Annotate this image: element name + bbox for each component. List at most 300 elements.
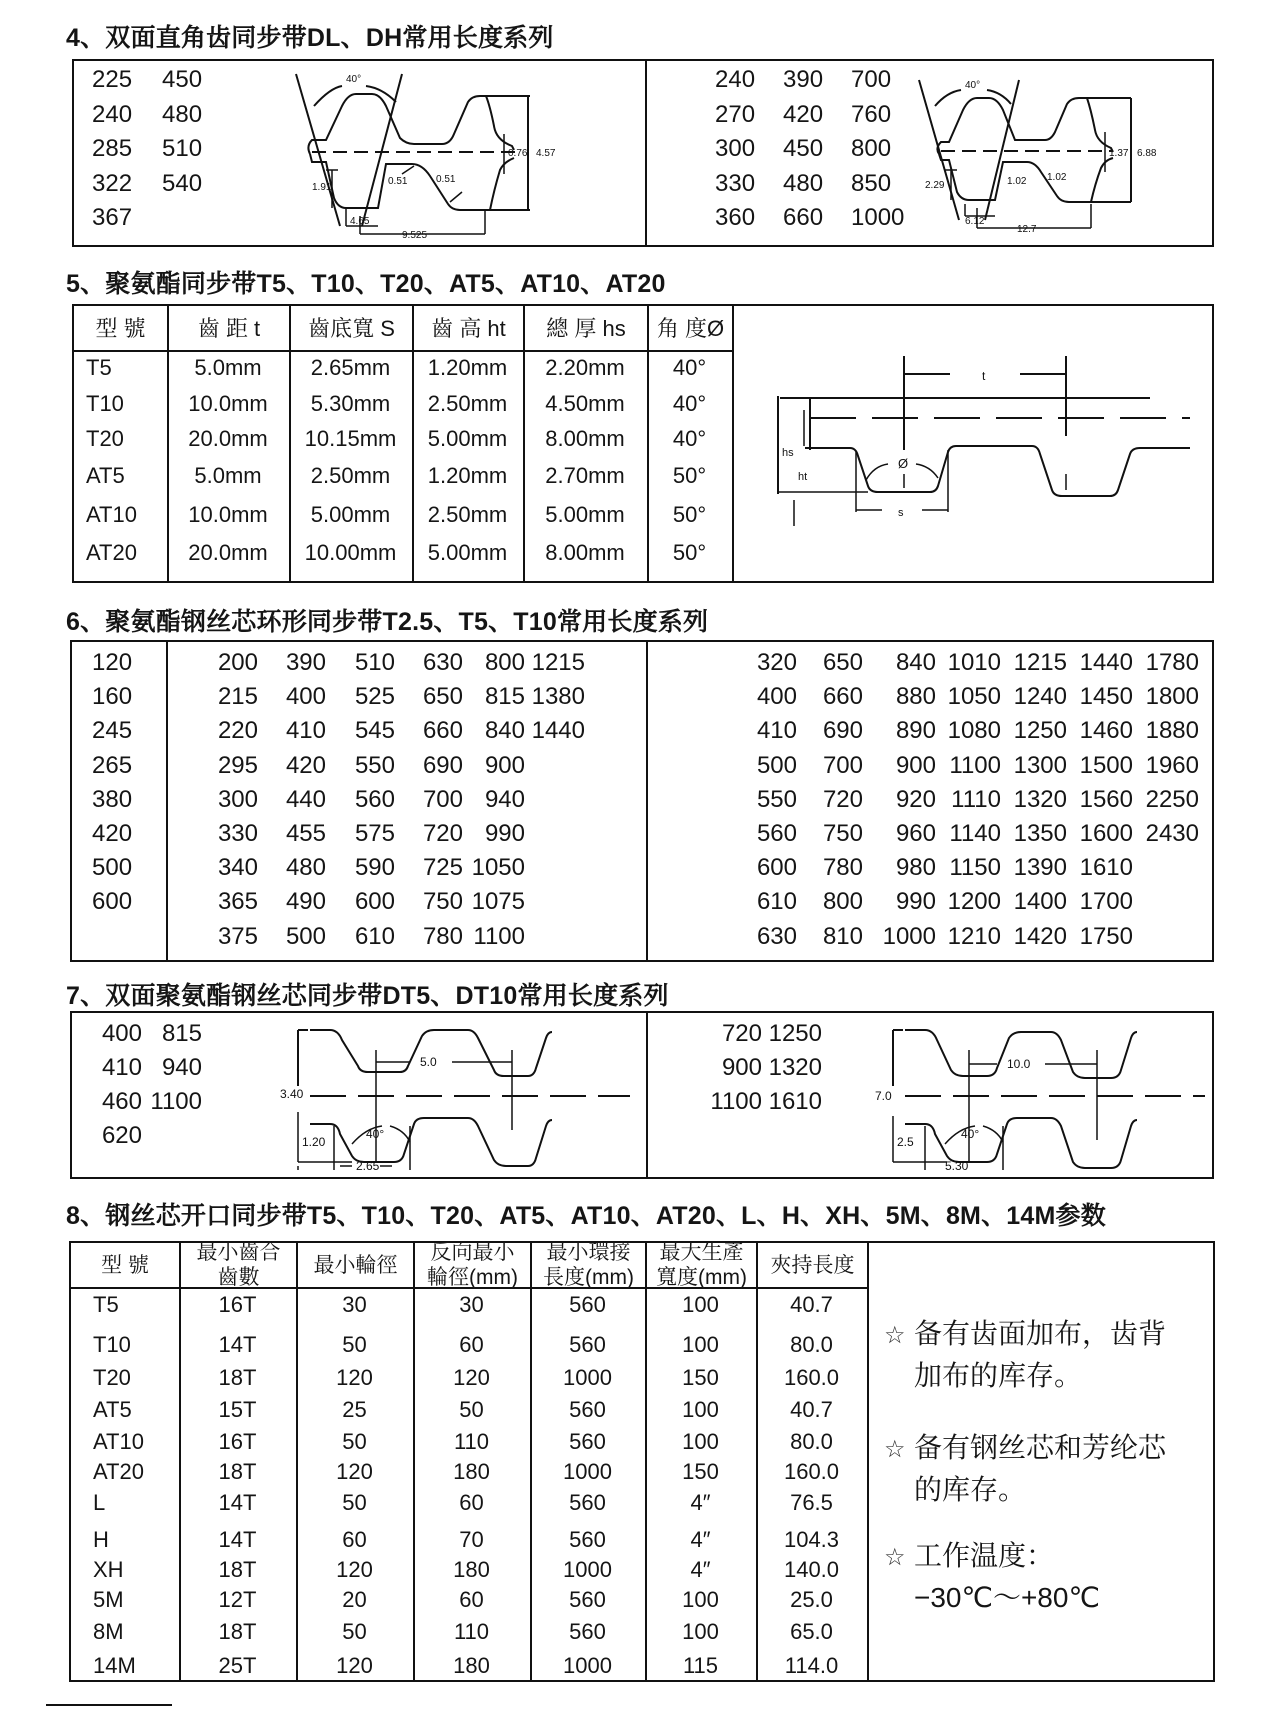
spec-cell: 1.20mm (427, 355, 508, 380)
dh-dim-1: 2.29 (925, 180, 945, 191)
model-cell: H (93, 1527, 109, 1552)
param-cell: 180 (453, 1459, 490, 1484)
spec-cell: 50° (672, 502, 707, 527)
length-value: 340 (217, 854, 258, 882)
param-cell: 560 (569, 1490, 606, 1515)
model-cell: AT10 (93, 1429, 144, 1454)
header-line: 夾持長度 (770, 1253, 855, 1277)
length-value: 1100 (710, 1088, 762, 1115)
length-value: 660 (822, 683, 863, 711)
length-value: 500 (285, 922, 326, 950)
length-value: 650 (422, 683, 463, 711)
section-6-title: 6、聚氨酯钢丝芯环形同步带T2.5、T5、T10常用长度系列 (66, 608, 709, 636)
length-value: 610 (756, 888, 797, 916)
length-value: 1460 (1079, 717, 1133, 745)
model-cell: T20 (93, 1365, 131, 1390)
param-cell: 560 (569, 1587, 606, 1612)
length-value: 390 (285, 649, 326, 676)
dt5-tooth-label: 1.20 (302, 1135, 326, 1149)
dh-tooth-profile-diagram (915, 76, 1195, 236)
dh-angle-label: 40° (965, 80, 981, 91)
dh-dim-2: 1.02 (1007, 176, 1027, 187)
length-value: 1390 (1013, 854, 1067, 882)
spec-cell: 5.0mm (194, 463, 262, 488)
length-value: 322 (92, 169, 133, 197)
length-value: 890 (895, 717, 936, 745)
section-4-title: 4、双面直角齿同步带DL、DH常用长度系列 (66, 24, 554, 52)
length-value: 900 (895, 751, 936, 779)
length-value: 800 (484, 649, 525, 676)
spec-cell: 4.50mm (545, 391, 625, 416)
length-value: 810 (822, 922, 863, 950)
param-cell: 100 (682, 1332, 719, 1357)
param-cell: 15T (218, 1397, 257, 1422)
length-value: 760 (851, 100, 892, 128)
param-cell: 60 (459, 1587, 484, 1612)
param-cell: 4″ (690, 1490, 711, 1515)
note-line: 工作温度： (914, 1540, 1055, 1571)
model-cell: T5 (86, 355, 112, 380)
param-cell: 65.0 (790, 1619, 833, 1644)
param-cell: 76.5 (790, 1490, 833, 1515)
header-line: 最小環接 (546, 1241, 631, 1264)
length-value: 1215 (531, 649, 585, 676)
param-cell: 180 (453, 1653, 490, 1678)
star-icon: ☆ (884, 1322, 906, 1349)
t-series-grid-right (730, 649, 1199, 957)
param-cell: 4″ (690, 1557, 711, 1582)
spec-cell: 5.0mm (194, 355, 262, 380)
t-hs-label: hs (782, 447, 794, 459)
spec-cell: 2.50mm (310, 463, 391, 488)
length-value: 1075 (471, 888, 525, 916)
length-value: 780 (822, 854, 863, 882)
length-value: 1300 (1013, 751, 1067, 779)
spec-cell: 20.0mm (188, 426, 268, 451)
length-value: 545 (354, 717, 395, 745)
param-cell: 140.0 (783, 1557, 840, 1582)
length-value: 510 (354, 649, 395, 676)
t-width-label: s (898, 507, 904, 519)
table-header-cell: 角 度Ø (656, 315, 725, 341)
param-cell: 18T (218, 1459, 257, 1484)
length-value: 660 (783, 204, 824, 231)
length-value: 1320 (1013, 785, 1067, 813)
param-cell: 25T (218, 1653, 257, 1678)
header-line: 最小輪徑 (313, 1253, 398, 1277)
dt5-width-label: 2.65 (356, 1159, 380, 1170)
table-header-cell: 齒 高 ht (431, 315, 506, 341)
model-cell: L (93, 1490, 106, 1515)
param-cell: 16T (218, 1429, 257, 1454)
length-value: 1000 (882, 922, 936, 950)
length-value: 840 (484, 717, 525, 745)
length-value: 630 (422, 649, 463, 676)
length-value: 225 (92, 66, 133, 93)
length-value: 330 (715, 169, 756, 197)
length-value: 420 (92, 819, 133, 847)
length-value: 460 (101, 1088, 142, 1115)
length-value: 490 (285, 888, 326, 916)
param-cell: 150 (682, 1459, 719, 1484)
length-value: 900 (721, 1054, 762, 1081)
t-ht-label: ht (798, 471, 808, 483)
spec-cell: 5.00mm (427, 426, 508, 451)
param-cell: 120 (336, 1557, 373, 1582)
length-value: 590 (354, 854, 395, 882)
dl-angle-label: 40° (346, 74, 362, 85)
model-cell: 14M (93, 1653, 136, 1678)
length-value: 2430 (1145, 819, 1199, 847)
dt10-total-label: 7.0 (875, 1089, 892, 1103)
stock-note (884, 1536, 1204, 1618)
length-value: 1240 (1013, 683, 1067, 711)
param-cell: 60 (342, 1527, 367, 1552)
param-cell: 50 (459, 1397, 484, 1422)
param-cell: 180 (453, 1557, 490, 1582)
model-cell: AT20 (93, 1459, 144, 1484)
param-cell: 14T (218, 1490, 257, 1515)
spec-cell: 2.50mm (427, 391, 508, 416)
length-value: 600 (92, 888, 133, 916)
dl-belt-outline (308, 94, 530, 154)
length-value: 240 (92, 100, 133, 128)
length-value: 480 (285, 854, 326, 882)
length-value: 410 (285, 717, 326, 745)
param-cell: 560 (569, 1527, 606, 1552)
footer-rule (46, 1704, 172, 1706)
length-value: 1800 (1145, 683, 1199, 711)
dl-dim-3: 0.51 (436, 174, 456, 185)
length-value: 375 (217, 922, 258, 950)
t-profile-diagram (770, 350, 1190, 540)
length-value: 720 (822, 785, 863, 813)
dl-tooth-profile-diagram (290, 66, 610, 241)
length-value: 400 (756, 683, 797, 711)
param-cell: 100 (682, 1619, 719, 1644)
spec-cell: 40° (672, 391, 707, 416)
length-value: 420 (783, 100, 824, 128)
dt10-tooth-label: 2.5 (897, 1135, 914, 1149)
header-line: 反向最小 (430, 1241, 515, 1264)
param-cell: 1000 (563, 1365, 612, 1390)
length-value: 450 (162, 66, 203, 93)
spec-cell: 40° (672, 355, 707, 380)
header-line: 最小齒合 (196, 1241, 281, 1264)
length-value: 300 (715, 135, 756, 162)
param-cell: 560 (569, 1429, 606, 1454)
length-value: 940 (161, 1054, 202, 1081)
length-value: 550 (354, 751, 395, 779)
param-cell: 120 (453, 1365, 490, 1390)
header-line: 最大生產 (659, 1241, 744, 1264)
model-cell: 8M (93, 1619, 124, 1644)
dt10-profile-diagram (875, 1020, 1205, 1170)
param-cell: 160.0 (783, 1365, 840, 1390)
length-value: 540 (162, 169, 203, 197)
length-value: 1110 (951, 785, 1001, 813)
table-column-divider (867, 1241, 869, 1682)
param-cell: 104.3 (783, 1527, 840, 1552)
length-value: 610 (354, 922, 395, 950)
param-cell: 18T (218, 1557, 257, 1582)
length-value: 360 (715, 204, 756, 231)
param-cell: 114.0 (784, 1653, 839, 1678)
length-value: 400 (285, 683, 326, 711)
spec-cell: 10.0mm (188, 391, 268, 416)
length-value: 900 (484, 751, 525, 779)
length-value: 500 (92, 854, 133, 882)
note-line: −30℃～+80℃ (914, 1582, 1100, 1613)
param-cell: 100 (682, 1429, 719, 1454)
table-header-cell: 總 厚 hs (546, 315, 626, 341)
length-value: 1420 (1013, 922, 1067, 950)
param-cell: 16T (218, 1292, 257, 1317)
model-cell: T5 (93, 1292, 119, 1317)
length-value (162, 204, 232, 239)
length-value: 990 (484, 819, 525, 847)
length-value: 525 (354, 683, 395, 711)
length-value: 850 (851, 169, 892, 197)
length-value: 750 (422, 888, 463, 916)
spec-cell: 5.00mm (545, 502, 625, 527)
param-cell: 50 (342, 1332, 367, 1357)
table-header-cell: 型 號 (95, 315, 146, 341)
section-6-divider-2 (646, 640, 648, 962)
param-cell: 25.0 (790, 1587, 833, 1612)
param-cell: 30 (459, 1292, 484, 1317)
param-cell: 40.7 (790, 1292, 833, 1317)
param-cell: 1000 (563, 1557, 612, 1582)
length-value: 1100 (949, 751, 1001, 779)
param-cell: 60 (459, 1332, 484, 1357)
spec-cell: 8.00mm (545, 540, 625, 565)
section-6-divider-1 (166, 640, 168, 962)
param-cell: 20 (342, 1587, 367, 1612)
spec-cell: 10.0mm (188, 502, 268, 527)
dt5-pitch-label: 5.0 (420, 1055, 437, 1069)
spec-cell: 5.00mm (427, 540, 508, 565)
length-value: 550 (756, 785, 797, 813)
param-cell: 100 (682, 1292, 719, 1317)
length-value: 1600 (1079, 819, 1133, 847)
param-cell: 14T (218, 1332, 257, 1357)
length-value: 240 (715, 66, 756, 93)
length-value: 1010 (947, 649, 1001, 676)
length-value: 1215 (1013, 649, 1067, 676)
length-value: 1380 (531, 683, 585, 711)
length-value: 295 (217, 751, 258, 779)
length-value: 840 (895, 649, 936, 676)
length-value: 1250 (768, 1020, 822, 1047)
length-value: 365 (217, 888, 258, 916)
param-cell: 70 (459, 1527, 484, 1552)
length-value: 215 (217, 683, 258, 711)
spec-cell: 5.00mm (310, 502, 391, 527)
length-value: 940 (484, 785, 525, 813)
param-cell: 25 (342, 1397, 367, 1422)
length-value: 1050 (471, 854, 525, 882)
length-value: 1320 (768, 1054, 822, 1081)
table-header-cell (181, 1243, 296, 1287)
spec-cell: 20.0mm (188, 540, 268, 565)
t-series-grid-left (188, 649, 585, 957)
length-value: 1210 (947, 922, 1001, 950)
model-cell: T10 (86, 391, 124, 416)
dh-dim-6: 6.12 (965, 216, 985, 227)
table-header-cell (298, 1243, 413, 1287)
length-value: 880 (895, 683, 936, 711)
t-pitch-label: t (982, 369, 986, 383)
length-value: 390 (783, 66, 824, 93)
length-value: 320 (756, 649, 797, 676)
length-value: 300 (217, 785, 258, 813)
length-value: 700 (822, 751, 863, 779)
model-cell: T10 (93, 1332, 131, 1357)
model-cell: T20 (86, 426, 124, 451)
length-value: 600 (756, 854, 797, 882)
length-value: 1560 (1079, 785, 1133, 813)
length-value: 720 (422, 819, 463, 847)
table-header-cell: 齒底寬 S (308, 315, 395, 341)
length-value: 1880 (1145, 717, 1199, 745)
model-cell: 5M (93, 1587, 124, 1612)
length-value: 367 (92, 204, 133, 231)
length-value: 1000 (851, 204, 905, 231)
spec-cell: 2.20mm (545, 355, 625, 380)
dt10-angle-label: 40° (961, 1127, 980, 1141)
table-header-cell (758, 1243, 867, 1287)
length-value: 630 (756, 922, 797, 950)
length-value: 700 (851, 66, 892, 93)
param-cell: 18T (218, 1365, 257, 1390)
spec-cell: 8.00mm (545, 426, 625, 451)
dt5-angle-label: 40° (366, 1127, 385, 1141)
length-value: 160 (92, 683, 133, 711)
header-line: 型 號 (101, 1253, 149, 1277)
section-4-divider (645, 59, 647, 247)
length-value: 1450 (1079, 683, 1133, 711)
spec-cell: 2.65mm (310, 355, 391, 380)
length-value: 560 (354, 785, 395, 813)
dh-dim-7: 12.7 (1017, 224, 1037, 235)
dl-dim-6: 4.65 (350, 216, 370, 227)
model-cell: AT5 (86, 463, 125, 488)
spec-cell: 1.20mm (427, 463, 508, 488)
star-icon: ☆ (884, 1544, 906, 1571)
length-value: 400 (101, 1020, 142, 1047)
spec-cell: 2.70mm (545, 463, 625, 488)
length-value: 700 (422, 785, 463, 813)
length-value: 1400 (1013, 888, 1067, 916)
spec-cell: 40° (672, 426, 707, 451)
dh-length-list (715, 66, 921, 239)
header-line: 寬度(mm) (656, 1266, 747, 1289)
length-value: 650 (822, 649, 863, 676)
header-line: 輪徑(mm) (427, 1266, 518, 1289)
param-cell: 12T (218, 1587, 257, 1612)
param-cell: 30 (342, 1292, 367, 1317)
param-cell: 80.0 (790, 1332, 833, 1357)
length-value: 750 (822, 819, 863, 847)
length-value: 1610 (1079, 854, 1133, 882)
table-header-cell (647, 1243, 756, 1287)
length-value: 990 (895, 888, 936, 916)
length-value: 815 (484, 683, 525, 711)
length-value: 2250 (1145, 785, 1199, 813)
model-cell: XH (93, 1557, 124, 1582)
param-cell: 14T (218, 1527, 257, 1552)
length-value: 815 (161, 1020, 202, 1047)
param-cell: 40.7 (790, 1397, 833, 1422)
spec-cell: 2.50mm (427, 502, 508, 527)
table-column-divider (732, 304, 734, 583)
param-cell: 18T (218, 1619, 257, 1644)
length-value: 1440 (1079, 649, 1133, 676)
param-cell: 120 (336, 1653, 373, 1678)
length-value: 560 (756, 819, 797, 847)
header-line: 長度(mm) (543, 1266, 634, 1289)
param-cell: 560 (569, 1332, 606, 1357)
param-cell: 560 (569, 1619, 606, 1644)
dt10-length-list (712, 1020, 822, 1122)
param-cell: 110 (453, 1429, 490, 1454)
table-header-cell (532, 1243, 645, 1287)
dh-dim-3: 1.02 (1047, 172, 1067, 183)
dt10-pitch-label: 10.0 (1007, 1057, 1031, 1071)
length-value: 270 (715, 100, 756, 128)
length-value: 120 (92, 649, 133, 676)
length-value: 245 (92, 717, 133, 745)
section-8-title: 8、钢丝芯开口同步带T5、T10、T20、AT5、AT10、AT20、L、H、XH、5M、8M、14M参数 (66, 1202, 1106, 1230)
dl-dim-5: 4.57 (536, 148, 556, 159)
length-value: 410 (756, 717, 797, 745)
param-cell: 50 (342, 1619, 367, 1644)
length-value: 1250 (1013, 717, 1067, 745)
param-cell: 80.0 (790, 1429, 833, 1454)
spec-cell: 50° (672, 463, 707, 488)
star-icon: ☆ (884, 1436, 906, 1463)
length-value: 1700 (1079, 888, 1133, 916)
param-cell: 4″ (690, 1527, 711, 1552)
param-cell: 100 (682, 1397, 719, 1422)
stock-note (884, 1314, 1204, 1396)
length-value: 480 (162, 100, 203, 128)
model-cell: AT20 (86, 540, 137, 565)
length-value: 620 (101, 1122, 142, 1149)
length-value: 575 (354, 819, 395, 847)
table-header-cell (415, 1243, 530, 1287)
dl-dim-7: 9.525 (402, 230, 428, 241)
length-value: 960 (895, 819, 936, 847)
length-value: 1350 (1013, 819, 1067, 847)
dt5-total-label: 3.40 (280, 1087, 304, 1101)
length-value: 1500 (1079, 751, 1133, 779)
dl-dim-2: 0.51 (388, 176, 408, 187)
section-7-title: 7、双面聚氨酯钢丝芯同步带DT5、DT10常用长度系列 (66, 982, 669, 1010)
length-value: 265 (92, 751, 133, 779)
length-value: 220 (217, 717, 258, 745)
length-value: 1440 (531, 717, 585, 745)
length-value: 1750 (1079, 922, 1133, 950)
note-line: 加布的库存。 (914, 1360, 1083, 1391)
param-cell: 50 (342, 1429, 367, 1454)
dl-length-list (92, 66, 232, 239)
t-series-col1 (92, 649, 152, 923)
header-line: 齒數 (217, 1266, 260, 1289)
note-line: 备有齿面加布，齿背 (914, 1318, 1167, 1349)
table-header-divider (72, 350, 732, 352)
